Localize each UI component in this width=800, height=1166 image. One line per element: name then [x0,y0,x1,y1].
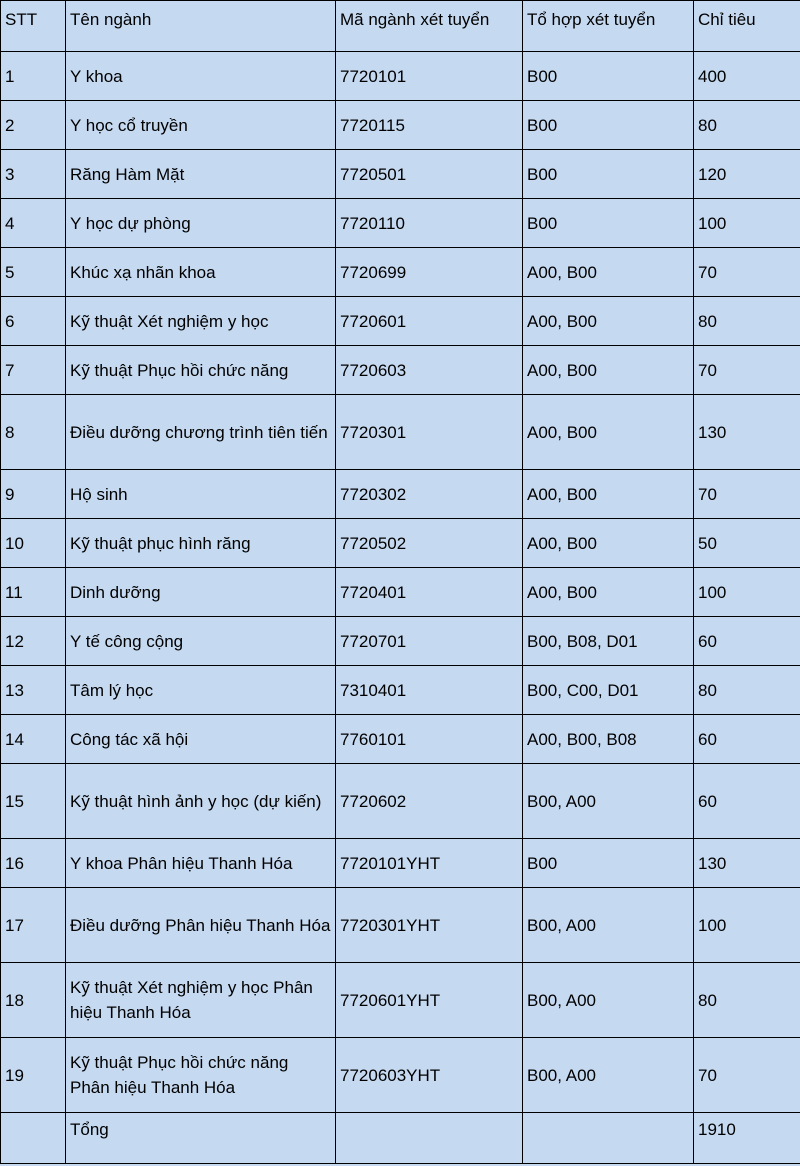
cell-name: Y học dự phòng [66,199,336,248]
cell-name: Điều dưỡng Phân hiệu Thanh Hóa [66,888,336,963]
cell-quota: 70 [694,470,800,519]
header-row [1,1,800,52]
cell-quota: 60 [694,715,800,764]
cell-stt: 16 [1,839,66,888]
cell-combo: A00, B00 [523,568,694,617]
cell-stt: 7 [1,346,66,395]
cell-code: 7720502 [336,519,523,568]
cell-stt: 4 [1,199,66,248]
cell-combo: A00, B00 [523,346,694,395]
table-row [1,470,800,519]
cell-combo: A00, B00 [523,248,694,297]
cell-combo: B00 [523,839,694,888]
cell-code: 7760101 [336,715,523,764]
cell-name: Y khoa [66,52,336,101]
total-row [1,1113,800,1164]
cell-combo: B00 [523,199,694,248]
cell-stt: 6 [1,297,66,346]
cell-combo: B00 [523,101,694,150]
cell-name: Kỹ thuật Xét nghiệm y học Phân hiệu Thanh Hóa [66,963,336,1038]
cell-code: 7720603YHT [336,1038,523,1113]
cell-stt: 5 [1,248,66,297]
cell-name: Công tác xã hội [66,715,336,764]
cell-name: Kỹ thuật hình ảnh y học (dự kiến) [66,764,336,839]
cell-stt: 2 [1,101,66,150]
cell-combo: B00 [523,52,694,101]
cell-quota: 80 [694,297,800,346]
total-combo [523,1113,694,1164]
cell-code: 7720603 [336,346,523,395]
table-row [1,888,800,963]
cell-combo: A00, B00 [523,470,694,519]
cell-name: Dinh dưỡng [66,568,336,617]
cell-combo: A00, B00 [523,519,694,568]
table-row [1,248,800,297]
header-quota: Chỉ tiêu [694,1,800,52]
table-row [1,963,800,1038]
table-row [1,1038,800,1113]
cell-code: 7720115 [336,101,523,150]
total-label: Tổng [66,1113,336,1164]
cell-stt: 9 [1,470,66,519]
cell-quota: 80 [694,666,800,715]
cell-code: 7720101 [336,52,523,101]
cell-name: Tâm lý học [66,666,336,715]
table-row [1,764,800,839]
cell-quota: 70 [694,248,800,297]
cell-name: Hộ sinh [66,470,336,519]
cell-name: Y tế công cộng [66,617,336,666]
total-stt [1,1113,66,1164]
cell-quota: 100 [694,199,800,248]
cell-code: 7720699 [336,248,523,297]
cell-name: Khúc xạ nhãn khoa [66,248,336,297]
cell-name: Răng Hàm Mặt [66,150,336,199]
table-row [1,519,800,568]
cell-quota: 60 [694,764,800,839]
cell-quota: 130 [694,839,800,888]
cell-combo: A00, B00 [523,297,694,346]
table-row [1,715,800,764]
cell-stt: 14 [1,715,66,764]
cell-quota: 70 [694,346,800,395]
cell-code: 7720101YHT [336,839,523,888]
cell-code: 7720501 [336,150,523,199]
table-row [1,52,800,101]
cell-stt: 15 [1,764,66,839]
cell-stt: 19 [1,1038,66,1113]
cell-name: Kỹ thuật phục hình răng [66,519,336,568]
cell-code: 7720301 [336,395,523,470]
cell-code: 7720301YHT [336,888,523,963]
cell-combo: B00, C00, D01 [523,666,694,715]
table-row [1,568,800,617]
table-row [1,199,800,248]
table-row [1,839,800,888]
cell-code: 7720601YHT [336,963,523,1038]
cell-quota: 80 [694,963,800,1038]
cell-code: 7310401 [336,666,523,715]
cell-combo: B00, A00 [523,1038,694,1113]
header-name: Tên ngành [66,1,336,52]
cell-quota: 80 [694,101,800,150]
cell-quota: 70 [694,1038,800,1113]
cell-stt: 1 [1,52,66,101]
table-row [1,101,800,150]
cell-quota: 50 [694,519,800,568]
cell-name: Y học cổ truyền [66,101,336,150]
cell-stt: 11 [1,568,66,617]
total-code [336,1113,523,1164]
table-row [1,150,800,199]
cell-code: 7720602 [336,764,523,839]
cell-combo: B00, A00 [523,888,694,963]
table-row [1,617,800,666]
cell-stt: 10 [1,519,66,568]
cell-code: 7720601 [336,297,523,346]
cell-stt: 18 [1,963,66,1038]
header-code: Mã ngành xét tuyển [336,1,523,52]
table-row [1,297,800,346]
cell-code: 7720701 [336,617,523,666]
cell-name: Y khoa Phân hiệu Thanh Hóa [66,839,336,888]
cell-name: Kỹ thuật Phục hồi chức năng Phân hiệu Thanh Hóa [66,1038,336,1113]
cell-stt: 12 [1,617,66,666]
cell-stt: 8 [1,395,66,470]
cell-quota: 100 [694,568,800,617]
cell-code: 7720110 [336,199,523,248]
cell-combo: B00, A00 [523,963,694,1038]
cell-stt: 17 [1,888,66,963]
cell-combo: A00, B00, B08 [523,715,694,764]
cell-quota: 60 [694,617,800,666]
cell-quota: 100 [694,888,800,963]
cell-quota: 130 [694,395,800,470]
cell-code: 7720302 [336,470,523,519]
table-row [1,666,800,715]
cell-code: 7720401 [336,568,523,617]
cell-combo: A00, B00 [523,395,694,470]
header-combo: Tổ hợp xét tuyển [523,1,694,52]
total-quota: 1910 [694,1113,800,1164]
table-body [1,52,800,1113]
cell-name: Kỹ thuật Phục hồi chức năng [66,346,336,395]
table-row [1,395,800,470]
cell-quota: 400 [694,52,800,101]
cell-combo: B00, B08, D01 [523,617,694,666]
header-stt: STT [1,1,66,52]
cell-quota: 120 [694,150,800,199]
cell-stt: 13 [1,666,66,715]
cell-combo: B00, A00 [523,764,694,839]
cell-stt: 3 [1,150,66,199]
table-row [1,346,800,395]
cell-name: Kỹ thuật Xét nghiệm y học [66,297,336,346]
cell-name: Điều dưỡng chương trình tiên tiến [66,395,336,470]
cell-combo: B00 [523,150,694,199]
